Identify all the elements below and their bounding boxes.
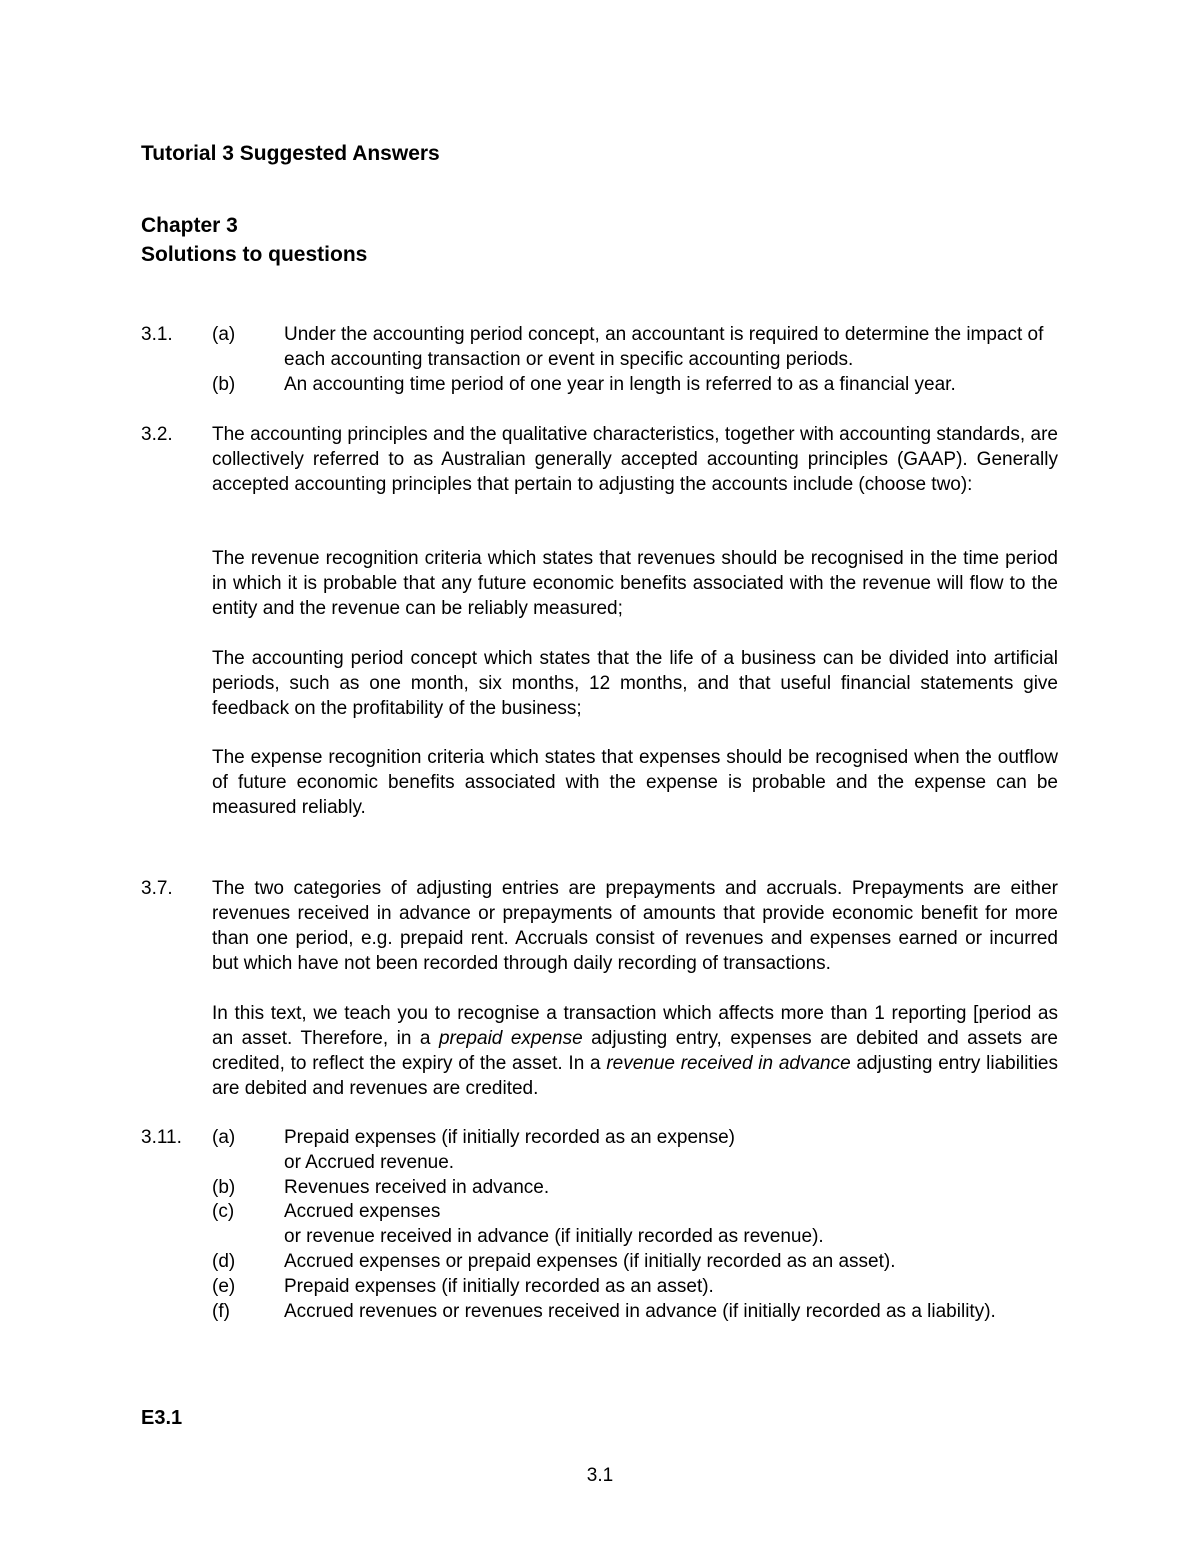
sub-label: (f) (212, 1301, 230, 1322)
answer-line: Revenues received in advance. (284, 1177, 550, 1198)
answer-paragraph: The accounting period concept which states that the life of a business can be divided into artificial periods, such as one month, six months, 12 months, and that useful financial statements give feedback on the profitability of the business; (212, 648, 1058, 719)
sub-label: (b) (212, 1177, 236, 1198)
answer-line: Accrued expenses (284, 1201, 441, 1222)
section-heading: Solutions to questions (141, 243, 368, 266)
question-number: 3.2. (141, 424, 173, 445)
answer-line: or Accrued revenue. (284, 1152, 455, 1173)
question-number: 3.7. (141, 878, 173, 899)
sub-label: (a) (212, 1127, 236, 1148)
exercise-heading: E3.1 (141, 1407, 183, 1429)
answer-line: Accrued revenues or revenues received in advance (if initially recorded as a liability). (284, 1301, 996, 1322)
document-title: Tutorial 3 Suggested Answers (141, 142, 440, 165)
sub-label: (a) (212, 324, 236, 345)
sub-label: (d) (212, 1251, 236, 1272)
answer-paragraph: In this text, we teach you to recognise a transaction which affects more than 1 reporting [period as an asset. Therefore, in a prepaid expense adjusting entry, expenses are debited and assets are credited, to reflect the expiry of the asset. In a revenue received in advance adjusting entry liabilities are debited and revenues are credited. (212, 1003, 1059, 1099)
answer-text: Under the accounting period concept, an accountant is required to determine the impact of each accounting transaction or event in specific accounting periods. (284, 324, 1044, 370)
answer-text: An accounting time period of one year in length is referred to as a financial year. (284, 374, 956, 395)
emphasis-text: revenue received in advance (606, 1053, 851, 1074)
sub-label: (b) (212, 374, 236, 395)
answer-text: The accounting principles and the qualitative characteristics, together with accounting standards, are collectively referred to as Australian generally accepted accounting principles (GAAP). Generally accepted accounting principles that pertain to adjusting the accounts include (choose two): (212, 424, 1058, 495)
emphasis-text: prepaid expense (438, 1028, 583, 1049)
answer-paragraph: The expense recognition criteria which states that expenses should be recognised when the outflow of future economic benefits associated with the expense is probable and the expense can be measured reliably. (212, 747, 1058, 818)
answer-line: Prepaid expenses (if initially recorded as an expense) (284, 1127, 735, 1148)
page-number: 3.1 (586, 1465, 614, 1486)
sub-label: (c) (212, 1201, 235, 1222)
question-number: 3.11. (141, 1127, 182, 1148)
chapter-heading: Chapter 3 (141, 214, 238, 237)
answer-paragraph: The two categories of adjusting entries are prepayments and accruals. Prepayments are either revenues received in advance or prepayments of amounts that provide economic benefit for more than one period, e.g. prepaid rent. Accruals consist of revenues and expenses earned or incurred but which have not been recorded through daily recording of transactions. (212, 878, 1058, 974)
question-number: 3.1. (141, 324, 173, 345)
answer-paragraph: The revenue recognition criteria which states that revenues should be recognised in the time period in which it is probable that any future economic benefits associated with the revenue will flow to the entity and the revenue can be reliably measured; (212, 548, 1058, 619)
answer-line: or revenue received in advance (if initially recorded as revenue). (284, 1226, 824, 1247)
answer-line: Accrued expenses or prepaid expenses (if initially recorded as an asset). (284, 1251, 896, 1272)
answer-line: Prepaid expenses (if initially recorded as an asset). (284, 1276, 714, 1297)
sub-label: (e) (212, 1276, 236, 1297)
